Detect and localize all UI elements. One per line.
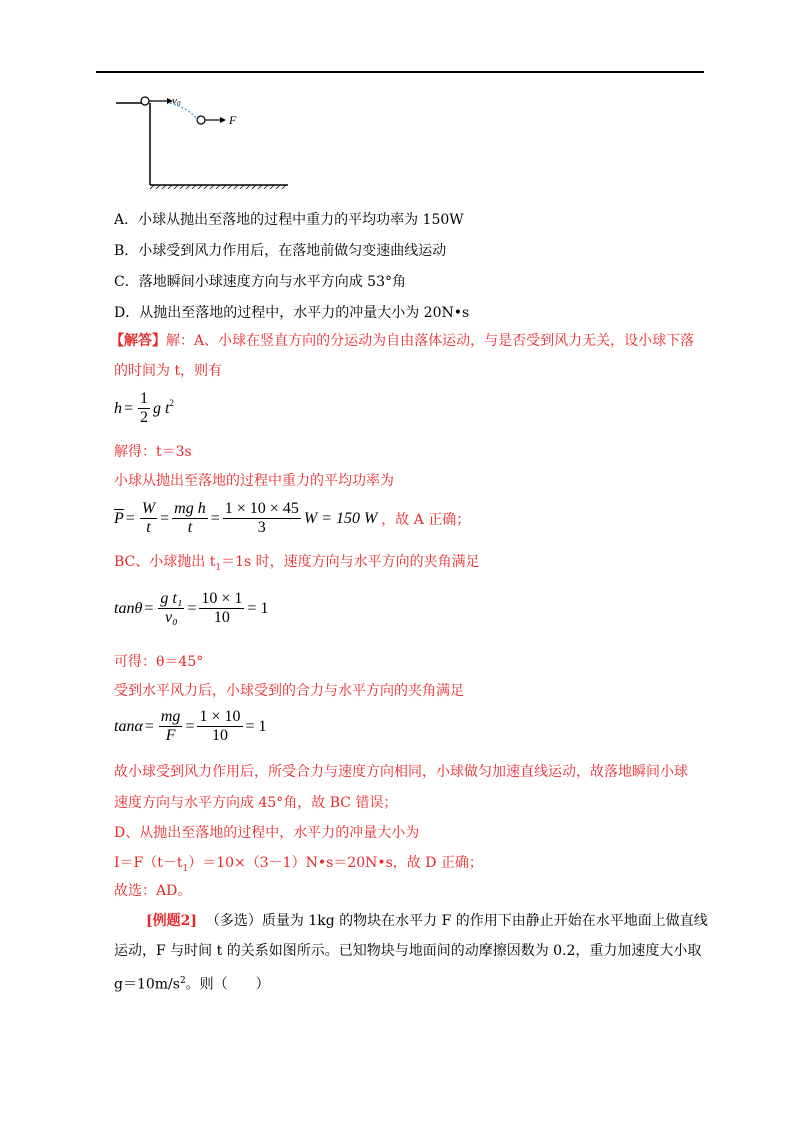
eq2-frac1 (140, 500, 157, 537)
conclusion-1: 故小球受到风力作用后，所受合力与速度方向相同，小球做匀加速直线运动，故落地瞬间小球 (114, 764, 688, 780)
eq2-frac3 (223, 500, 301, 537)
solve-t: 解得：t＝3s (114, 444, 192, 460)
eq1-num: 1 (140, 390, 149, 407)
eq2-f1-num: W (141, 500, 156, 517)
v0-label: v0 (172, 95, 181, 108)
header-rule (96, 71, 704, 73)
example2-line3 (114, 966, 714, 1000)
eq3-frac1 (158, 590, 184, 627)
d-calc-post: ）＝10×（3－1）N•s＝20N•s，故 D 正确； (188, 855, 483, 871)
ball-start (141, 97, 149, 105)
eq2-p: $\overline{P}$ (114, 509, 124, 527)
equation-tan-alpha: tanα = $\frac{mg}{F}$ = $\frac{1 \times 10}{10}$ = 1 (114, 708, 267, 744)
eq2-f2-den: t (187, 519, 193, 536)
option-a: A．小球从抛出至落地的过程中重力的平均功率为 150W (114, 212, 464, 228)
eq1-fraction (138, 390, 150, 427)
eq4-f2-den: 10 (211, 727, 228, 744)
example2-g-sup: 2 (179, 976, 186, 986)
eq2-tail: ，故 A 正确； (381, 511, 471, 528)
example2-text1: （多选）质量为 1kg 的物块在水平力 F 的作用下由静止开始在水平地面上做直线 (205, 913, 708, 929)
eq3-result: = 1 (247, 599, 269, 617)
eq2-f2-num: mg h (174, 500, 206, 517)
option-b: B．小球受到风力作用后，在落地前做匀变速曲线运动 (114, 243, 447, 259)
equation-power: $\overline{P}$ = $\frac{W}{t}$ = $\frac{\text{mg h}}{t}$ = $\frac{1 \times 10 \times 45}{3}$ W = 150 W ，故 A 正确； (114, 500, 471, 536)
theta-result: 可得：θ＝45° (114, 654, 204, 670)
eq1-den: 2 (140, 409, 149, 426)
answer-intro-text: 解：A、小球在竖直方向的分运动为自由落体运动，与是否受到风力无关，设小球下落 (166, 333, 695, 349)
wind-intro: 受到水平风力后，小球受到的合力与水平方向的夹角满足 (114, 683, 464, 699)
equation-tan-theta: tanθ = $\frac{\text{g t₁}}{\text{v₀}}$ = $\frac{10 \times 1}{10}$ = 1 (114, 590, 269, 626)
projectile-figure (112, 90, 302, 190)
ball-wind (197, 116, 205, 124)
equation-height (114, 390, 174, 427)
answer-intro-2: 的时间为 t，则有 (114, 363, 223, 379)
eq2-f1-den: t (146, 519, 151, 536)
eq4-frac1 (159, 708, 183, 745)
example2-line1 (146, 906, 716, 936)
eq4-f1-den: F (165, 727, 176, 744)
eq2-f3-num: 1 × 10 × 45 (224, 500, 299, 517)
force-arrowhead (220, 117, 226, 123)
bc-intro-sub: 1 (215, 562, 222, 573)
force-label: F (229, 113, 237, 127)
answer-tag: 【解答】 (110, 333, 166, 349)
example2-line2: 运动，F 与时间 t 的关系如图所示。已知物块与地面间的动摩擦因数为 0.2，重力加速度大小取 (114, 943, 702, 959)
eq1-equals: = (124, 399, 134, 417)
eq3-f1-num: g t₁ (160, 590, 183, 607)
d-calc-sub: 1 (182, 863, 189, 874)
answer-intro-1 (110, 331, 694, 351)
option-c: C．落地瞬间小球速度方向与水平方向成 53°角 (114, 274, 406, 290)
eq1-rhs: g t (153, 399, 170, 417)
d-calc-pre: I＝F（t－t (114, 855, 183, 871)
example2-tag: [例题2] (146, 913, 197, 929)
eq3-f2-num: 10 × 1 (201, 590, 243, 607)
d-intro: D、从抛出至落地的过程中，水平力的冲量大小为 (114, 825, 420, 841)
bc-intro (114, 552, 480, 578)
eq3-f1-den: v₀ (165, 609, 178, 626)
eq1-sup: 2 (169, 397, 174, 408)
eq3-lhs: tanθ (114, 599, 143, 617)
example2-g-pre: g＝10m/s (114, 976, 180, 993)
eq2-after: W = 150 W (303, 509, 378, 527)
bc-intro-pre: BC、小球抛出 t (114, 554, 216, 570)
eq2-frac2 (172, 500, 208, 537)
eq4-result: = 1 (245, 717, 267, 735)
example2-g-post: 。则（ ） (185, 976, 270, 993)
conclusion-2: 速度方向与水平方向成 45°角，故 BC 错误； (114, 795, 398, 811)
eq4-f1-num: mg (160, 708, 181, 725)
d-calc (114, 853, 483, 879)
bc-intro-post: ＝1s 时，速度方向与水平方向的夹角满足 (221, 554, 480, 570)
eq4-f2-num: 1 × 10 (199, 708, 241, 725)
eq3-f2-den: 10 (213, 609, 230, 626)
eq4-frac2 (197, 708, 242, 745)
final-answer: 故选：AD。 (114, 883, 192, 899)
eq2-f3-den: 3 (257, 519, 266, 536)
option-d: D．从抛出至落地的过程中，水平力的冲量大小为 20N•s (114, 305, 470, 321)
eq4-lhs: tanα (114, 717, 143, 735)
eq3-frac2 (199, 590, 244, 627)
power-intro: 小球从抛出至落地的过程中重力的平均功率为 (114, 473, 394, 489)
eq1-lhs: h (114, 399, 122, 417)
